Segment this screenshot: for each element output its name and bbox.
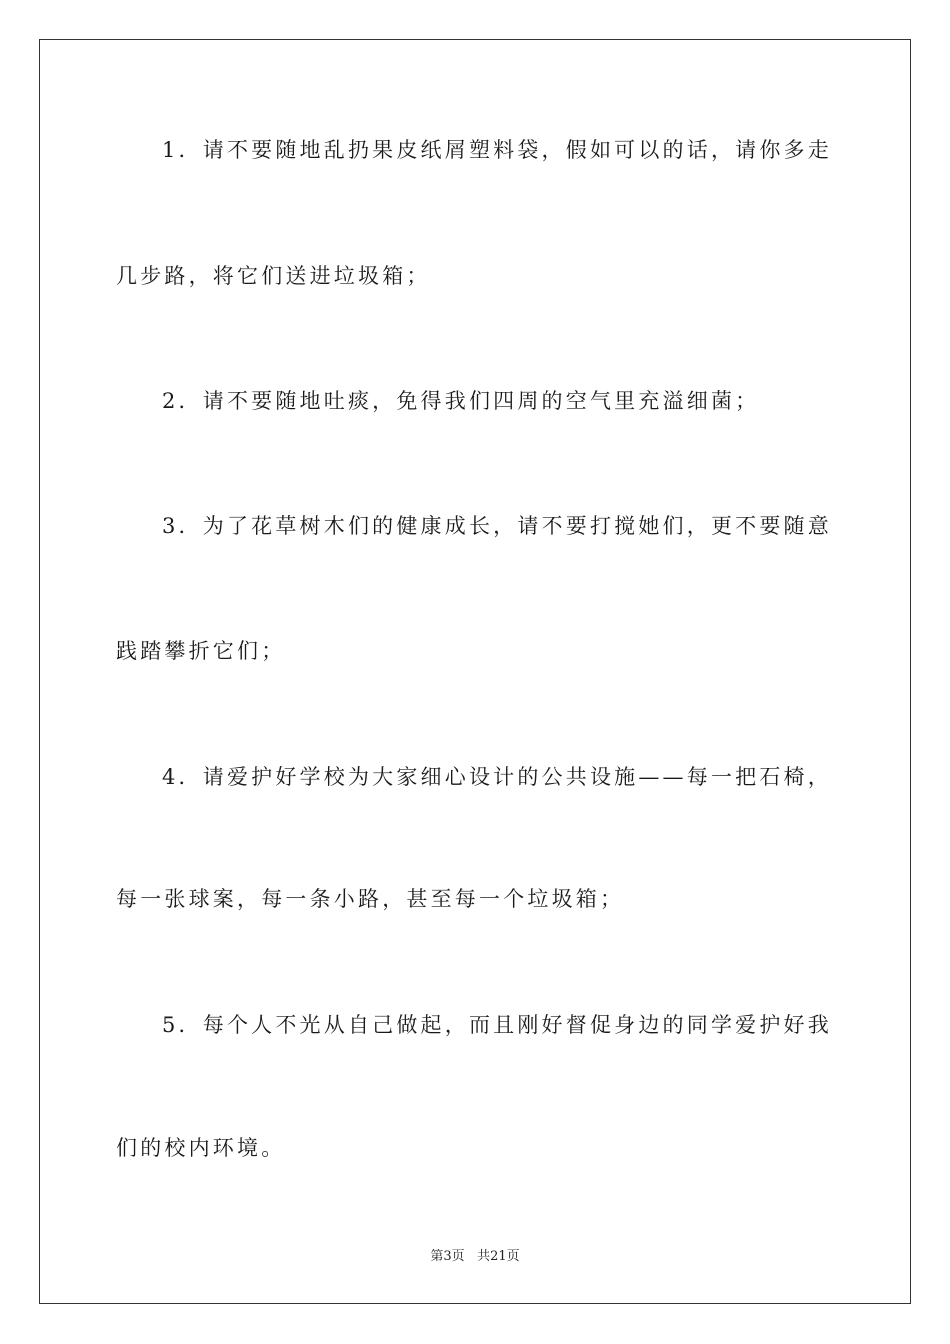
paragraph-1-line-2: 几步路，将它们送进垃圾箱； — [116, 264, 431, 288]
paragraph-3-line-2: 践踏攀折它们； — [116, 639, 286, 663]
paragraph-1-line-1: 1．请不要随地乱扔果皮纸屑塑料袋，假如可以的话，请你多走 — [162, 138, 832, 162]
paragraph-5-line-1: 5．每个人不光从自己做起，而且刚好督促身边的同学爱护好我 — [162, 1013, 832, 1037]
paragraph-3-line-1: 3．为了花草树木们的健康成长，请不要打搅她们，更不要随意 — [162, 514, 832, 538]
paragraph-4-line-2: 每一张球案，每一条小路，甚至每一个垃圾箱； — [116, 887, 625, 911]
page-number: 第3页 — [430, 1249, 465, 1264]
page-border — [39, 39, 911, 1304]
paragraph-5-line-2: 们的校内环境。 — [116, 1136, 286, 1160]
page-footer — [0, 1248, 950, 1266]
paragraph-4-line-1: 4．请爱护好学校为大家细心设计的公共设施——每一把石椅， — [162, 765, 832, 789]
paragraph-2-line-1: 2．请不要随地吐痰，免得我们四周的空气里充溢细菌； — [162, 389, 760, 413]
page-total: 共21页 — [477, 1249, 520, 1264]
